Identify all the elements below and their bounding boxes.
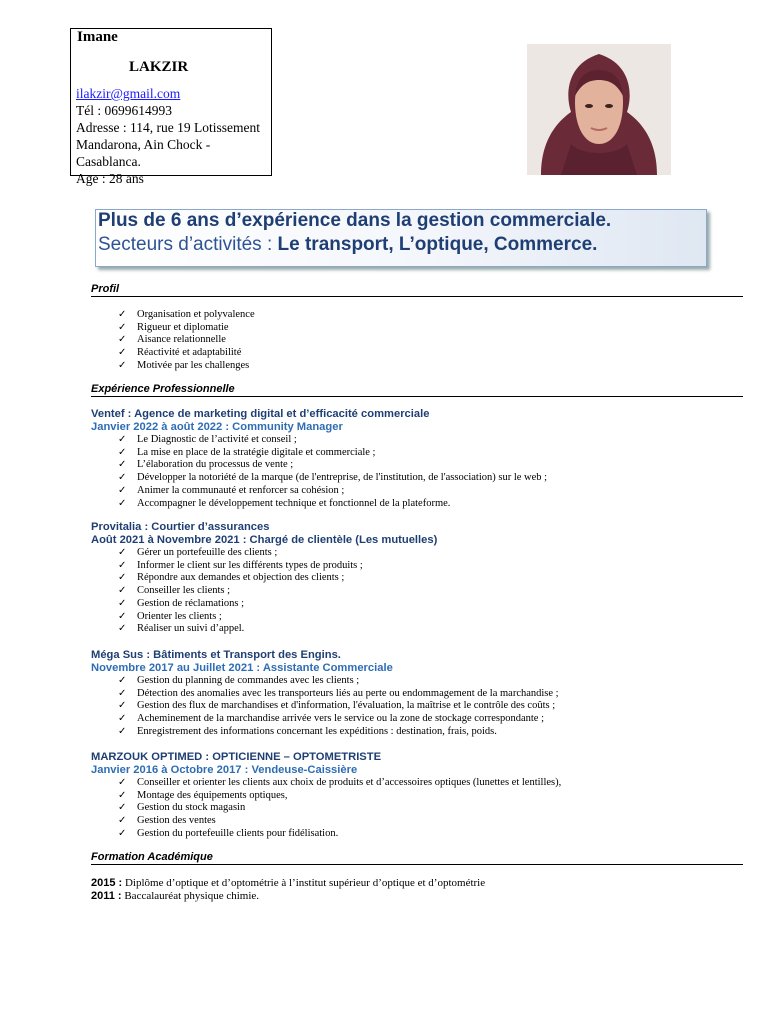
profile-photo [527,44,671,175]
job-company: Méga Sus : Bâtiments et Transport des Engins. [91,649,341,661]
list-item: ✓ Informer le client sur les différents types de produits ; [118,560,363,573]
list-item: ✓ Montage des équipements optiques, [118,790,561,803]
contact-details [76,85,268,187]
phone-text: Tél : 0699614993 [76,103,172,118]
list-item: ✓ Gestion de réclamations ; [118,598,363,611]
list-item: ✓ Gestion du portefeuille clients pour fidélisation. [118,828,561,841]
list-item: ✓ Conseiller les clients ; [118,585,363,598]
sectors-values: Le transport, L’optique, Commerce. [277,234,598,255]
list-item: ✓ Gestion des flux de marchandises et d'information, l'évaluation, la maîtrise et le contrôle des coûts ; [118,700,559,713]
list-item: ✓ Répondre aux demandes et objection des clients ; [118,572,363,585]
headline-title: Plus de 6 ans d’expérience dans la gestion commerciale. [98,210,612,231]
portrait-image [527,44,671,175]
experience-heading: Expérience Professionnelle [91,383,743,397]
list-item: ✓ Gestion des ventes [118,815,561,828]
list-item: ✓ Animer la communauté et renforcer sa cohésion ; [118,485,547,498]
last-name: LAKZIR [129,59,189,75]
list-item: ✓ Développer la notoriété de la marque (de l'entreprise, de l'institution, de l'association) sur le web ; [118,472,547,485]
headline-sectors [98,234,597,256]
list-item: ✓ Organisation et polyvalence [118,309,255,322]
job-role: Novembre 2017 au Juillet 2021 : Assistante Commerciale [91,662,393,674]
education-heading: Formation Académique [91,851,743,865]
education-text: Diplôme d’optique et d’optométrie à l’institut supérieur d’optique et d’optométrie [122,877,486,889]
list-item: ✓ Enregistrement des informations concernant les expéditions : destination, frais, poids. [118,726,559,739]
age-text: Age : 28 ans [76,171,144,186]
education-year: 2011 : [91,890,122,902]
email-link[interactable]: ilakzir@gmail.com [76,86,181,101]
sectors-label: Secteurs d’activités : [98,234,278,255]
list-item: ✓ Détection des anomalies avec les transporteurs liés au perte ou endommagement de la marchandise ; [118,688,559,701]
job-tasks [118,547,363,636]
list-item: ✓ Gestion du planning de commandes avec les clients ; [118,675,559,688]
list-item: ✓ Réactivité et adaptabilité [118,347,255,360]
education-year: 2015 : [91,877,123,889]
job-company: Provitalia : Courtier d’assurances [91,521,270,533]
list-item: ✓ Accompagner le développement technique et fonctionnel de la plateforme. [118,498,547,511]
list-item: ✓ Réaliser un suivi d’appel. [118,623,363,636]
contact-box [70,28,272,186]
profile-heading: Profil [91,283,743,297]
job-tasks [118,675,559,739]
list-item: ✓ Orienter les clients ; [118,611,363,624]
education-item [91,890,259,903]
education-item [91,877,485,890]
list-item: ✓ Gérer un portefeuille des clients ; [118,547,363,560]
address-text: Adresse : 114, rue 19 Lotissement Mandarona, Ain Chock - Casablanca. [76,120,260,169]
list-item: ✓ Aisance relationnelle [118,334,255,347]
education-text: Baccalauréat physique chimie. [121,890,260,902]
profile-list [118,309,255,373]
list-item: ✓ Acheminement de la marchandise arrivée vers le service ou la zone de stockage correspondante ; [118,713,559,726]
list-item: ✓ Motivée par les challenges [118,360,255,373]
list-item: ✓ La mise en place de la stratégie digitale et commerciale ; [118,447,547,460]
list-item: ✓ Le Diagnostic de l’activité et conseil ; [118,434,547,447]
job-tasks [118,777,561,841]
list-item: ✓ Rigueur et diplomatie [118,322,255,335]
job-tasks [118,434,547,510]
list-item: ✓ Gestion du stock magasin [118,802,561,815]
job-role: Janvier 2016 à Octobre 2017 : Vendeuse-Caissière [91,764,358,776]
job-role: Janvier 2022 à août 2022 : Community Manager [91,421,343,433]
job-role: Août 2021 à Novembre 2021 : Chargé de clientèle (Les mutuelles) [91,534,438,546]
first-name: Imane [77,29,118,45]
job-company: Ventef : Agence de marketing digital et d’efficacité commerciale [91,408,430,420]
headline-banner [95,209,707,267]
list-item: ✓ L’élaboration du processus de vente ; [118,459,547,472]
list-item: ✓ Conseiller et orienter les clients aux choix de produits et d’accessoires optiques (lunettes et lentilles), [118,777,561,790]
job-company: MARZOUK OPTIMED : OPTICIENNE – OPTOMETRISTE [91,751,382,763]
